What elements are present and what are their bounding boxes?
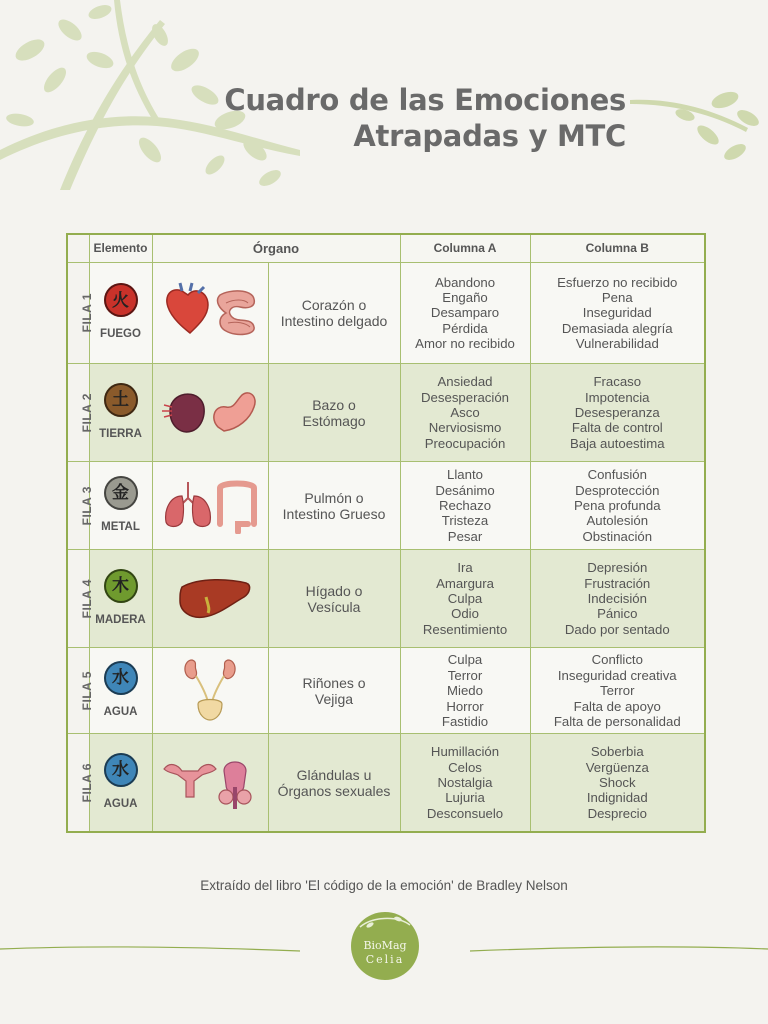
- wood-element-icon: 木: [104, 569, 138, 603]
- emotions-table: [66, 233, 706, 833]
- emotion-item: Lujuria: [445, 790, 485, 806]
- organ-name-cell: [268, 550, 400, 648]
- emotion-item: Tristeza: [441, 513, 489, 529]
- emotion-item: Fastidio: [441, 713, 489, 729]
- reproductive-organs-icon: [160, 751, 260, 811]
- emotion-item: Miedo: [447, 683, 483, 699]
- fila-label-cell: FILA 2: [67, 364, 89, 462]
- columna-b-cell: [530, 462, 705, 550]
- emotion-item: Soberbia: [590, 744, 644, 760]
- emotion-item: Desprecio: [587, 805, 647, 821]
- source-citation: Extraído del libro 'El código de la emoción' de Bradley Nelson: [200, 878, 568, 893]
- element-cell: [89, 734, 152, 832]
- element-cell: [89, 462, 152, 550]
- table-row-fila-6: [67, 734, 705, 832]
- emotion-item: Pérdida: [442, 320, 488, 336]
- organ-name-line-1: Corazón o: [301, 297, 367, 314]
- organ-name-cell: [268, 648, 400, 734]
- header-organo: Órgano: [152, 234, 400, 263]
- element-cell: [89, 648, 152, 734]
- fila-label-cell: FILA 3: [67, 462, 89, 550]
- emotion-item: Celos: [448, 759, 482, 775]
- element-cell: [89, 364, 152, 462]
- header-columna-a: Columna A: [400, 234, 530, 263]
- emotion-item: Falta de control: [571, 420, 663, 436]
- header-elemento: Elemento: [89, 234, 152, 263]
- columna-b-cell: [530, 648, 705, 734]
- emotion-item: Ansiedad: [437, 374, 493, 390]
- emotion-item: Pesar: [447, 528, 483, 544]
- emotion-item: Nerviosismo: [428, 420, 502, 436]
- organ-image-cell: [152, 550, 268, 648]
- element-name: AGUA: [103, 797, 138, 810]
- fila-label-cell: FILA 1: [67, 263, 89, 364]
- emotion-item: Pena: [601, 289, 633, 305]
- emotion-item: Pánico: [597, 606, 638, 622]
- emotion-item: Abandono: [434, 274, 496, 290]
- fila-label-cell: FILA 4: [67, 550, 89, 648]
- columna-b-cell: [530, 550, 705, 648]
- columna-a-cell: [400, 364, 530, 462]
- fila-label-cell: FILA 5: [67, 648, 89, 734]
- emotion-item: Terror: [600, 683, 635, 699]
- emotion-item: Preocupación: [424, 435, 506, 451]
- organ-name-line-2: Vesícula: [307, 598, 361, 615]
- organ-image-cell: [152, 364, 268, 462]
- emotion-item: Falta de personalidad: [553, 713, 681, 729]
- emotion-item: Desesperación: [421, 389, 509, 405]
- header-columna-b: Columna B: [530, 234, 705, 263]
- organ-name-line-2: Intestino Grueso: [282, 505, 386, 522]
- element-name: AGUA: [103, 706, 138, 719]
- logo-line-1: BioMag: [363, 939, 407, 952]
- emotion-item: Vulnerabilidad: [575, 336, 659, 352]
- organ-name-line-1: Hígado o: [305, 582, 363, 599]
- emotion-item: Indignidad: [586, 790, 648, 806]
- table-row-fila-4: [67, 550, 705, 648]
- emotion-item: Asco: [450, 404, 480, 420]
- organ-name-line-2: Órganos sexuales: [277, 782, 391, 799]
- table-row-fila-1: [67, 263, 705, 364]
- leaf-sprig-decoration: [630, 80, 768, 180]
- liver-icon: [160, 567, 260, 627]
- emotions-table-container: [66, 233, 704, 833]
- emotion-item: Inseguridad creativa: [557, 667, 677, 683]
- metal-element-icon: 金: [104, 476, 138, 510]
- spleen-and-stomach-icon: [160, 381, 260, 441]
- organ-name-cell: [268, 462, 400, 550]
- biomag-logo: [351, 912, 419, 980]
- emotion-item: Ira: [457, 560, 473, 576]
- kidneys-and-bladder-icon: [160, 654, 260, 724]
- emotion-item: Engaño: [442, 289, 488, 305]
- organ-image-cell: [152, 462, 268, 550]
- columna-b-cell: [530, 364, 705, 462]
- divider-line-left: [0, 947, 300, 951]
- organ-image-cell: [152, 263, 268, 364]
- table-row-fila-3: [67, 462, 705, 550]
- emotion-item: Vergüenza: [585, 759, 649, 775]
- emotion-item: Falta de apoyo: [573, 698, 661, 714]
- divider-line-right: [470, 947, 768, 951]
- organ-name-line-1: Pulmón o: [304, 489, 364, 506]
- title-line-2: Atrapadas y MTC: [353, 119, 626, 153]
- emotion-item: Desconsuelo: [426, 805, 504, 821]
- emotion-item: Fracaso: [593, 374, 642, 390]
- emotion-item: Nostalgia: [437, 774, 493, 790]
- organ-name-line-1: Glándulas u: [296, 766, 372, 783]
- element-name: TIERRA: [99, 427, 142, 440]
- emotion-item: Shock: [598, 774, 636, 790]
- emotion-item: Depresión: [587, 560, 648, 576]
- element-cell: [89, 263, 152, 364]
- emotion-item: Terror: [447, 667, 483, 683]
- emotion-item: Impotencia: [585, 389, 650, 405]
- element-cell: [89, 550, 152, 648]
- page-title: [224, 82, 626, 154]
- emotion-item: Inseguridad: [582, 305, 652, 321]
- emotion-item: Frustración: [584, 575, 651, 591]
- logo-line-2: Celia: [365, 953, 405, 966]
- element-name: METAL: [101, 520, 140, 533]
- table-row-fila-5: [67, 648, 705, 734]
- table-row-fila-2: [67, 364, 705, 462]
- emotion-item: Confusión: [587, 467, 647, 483]
- organ-image-cell: [152, 648, 268, 734]
- columna-a-cell: [400, 462, 530, 550]
- organ-image-cell: [152, 734, 268, 832]
- title-line-1: Cuadro de las Emociones: [224, 83, 626, 117]
- emotion-item: Indecisión: [587, 591, 647, 607]
- emotion-item: Resentimiento: [422, 621, 508, 637]
- emotion-item: Obstinación: [582, 528, 653, 544]
- columna-a-cell: [400, 263, 530, 364]
- emotion-item: Autolesión: [586, 513, 649, 529]
- bottom-divider-with-logo: [0, 905, 768, 985]
- element-name: FUEGO: [100, 328, 141, 341]
- emotion-item: Pena profunda: [574, 497, 661, 513]
- emotion-item: Esfuerzo no recibido: [557, 274, 678, 290]
- fila-label-cell: FILA 6: [67, 734, 89, 832]
- emotion-item: Desprotección: [575, 482, 660, 498]
- emotion-item: Baja autoestima: [569, 435, 665, 451]
- header-empty: [67, 234, 89, 263]
- element-name: MADERA: [95, 614, 146, 627]
- columna-a-cell: [400, 648, 530, 734]
- emotion-item: Demasiada alegría: [561, 320, 673, 336]
- emotion-item: Dado por sentado: [564, 621, 670, 637]
- organ-name-cell: [268, 263, 400, 364]
- water-element-icon: 水: [104, 661, 138, 695]
- organ-name-line-2: Estómago: [302, 412, 366, 429]
- emotion-item: Culpa: [447, 591, 483, 607]
- columna-b-cell: [530, 734, 705, 832]
- organ-name-line-1: Riñones o: [302, 674, 366, 691]
- emotion-item: Desamparo: [430, 305, 500, 321]
- emotion-item: Amargura: [436, 575, 494, 591]
- emotion-item: Horror: [446, 698, 484, 714]
- water-element-icon: 水: [104, 753, 138, 787]
- emotion-item: Desánimo: [435, 482, 495, 498]
- organ-name-cell: [268, 364, 400, 462]
- table-header-row: [67, 234, 705, 263]
- lungs-and-large-intestine-icon: [160, 474, 260, 534]
- earth-element-icon: 土: [104, 383, 138, 417]
- organ-name-line-2: Vejiga: [314, 690, 354, 707]
- columna-a-cell: [400, 550, 530, 648]
- emotion-item: Rechazo: [438, 497, 492, 513]
- heart-and-intestine-icon: [160, 281, 260, 341]
- emotion-item: Culpa: [447, 652, 483, 668]
- columna-a-cell: [400, 734, 530, 832]
- fire-element-icon: 火: [104, 283, 138, 317]
- emotion-item: Humillación: [430, 744, 500, 760]
- emotion-item: Conflicto: [591, 652, 643, 668]
- emotion-item: Llanto: [447, 467, 483, 483]
- columna-b-cell: [530, 263, 705, 364]
- emotion-item: Odio: [451, 606, 479, 622]
- organ-name-line-2: Intestino delgado: [280, 313, 388, 330]
- organ-name-line-1: Bazo o: [312, 396, 356, 413]
- organ-name-cell: [268, 734, 400, 832]
- emotion-item: Desesperanza: [574, 404, 660, 420]
- emotion-item: Amor no recibido: [415, 336, 515, 352]
